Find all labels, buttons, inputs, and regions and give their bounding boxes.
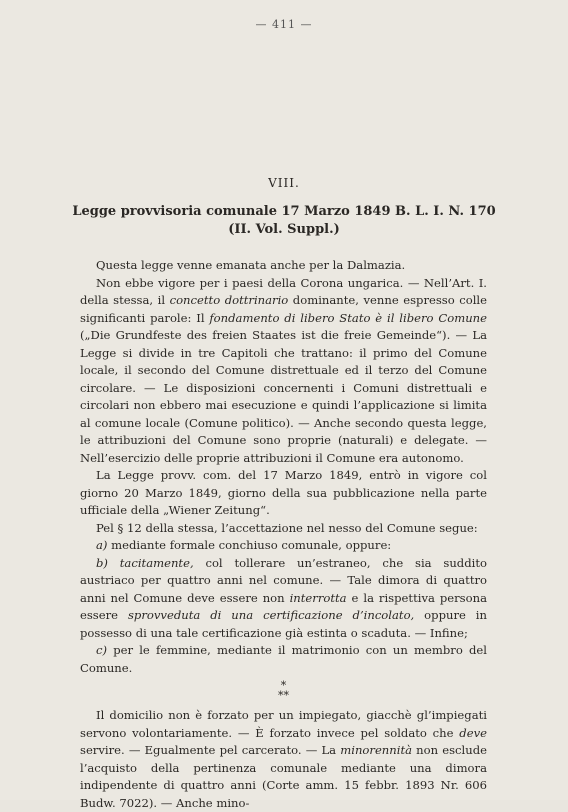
p5-emphasis-a: deve <box>459 725 487 740</box>
section-heading: VIII. <box>268 176 300 190</box>
p2-text-b: dominante, venne espresso colle significanti parole: Il <box>80 293 487 325</box>
item-a-text: mediante formale conchiuso comunale, oppure: <box>107 538 392 552</box>
asterism-divider <box>80 681 487 701</box>
list-item-a <box>80 537 487 555</box>
paragraph-3: La Legge provv. com. del 17 Marzo 1849, entrò in vigore col giorno 20 Marzo 1849, giorno della sua pubblicazione nella parte ufficiale della „Wiener Zeitung“. <box>80 468 487 517</box>
p2-text-c: („Die Grundfeste des freien Staates ist die freie Gemeinde“). — La Legge si divide in tre Capitoli che trattano: il primo del Comune locale, il secondo del Comune distrettuale ed il terzo del Comune circolare. — Le disposizioni concernenti i Comuni distrettuali e circolari non ebbero mai esecuzione e quindi l’applicazione si limita al comune locale (Comune politico). — Anche secondo questa legge, le attribuzioni del Comune sono proprie (naturali) e delegate. — Nell’esercizio delle proprie attribuzioni il Comune era autonomo. <box>80 328 487 465</box>
list-item-c <box>80 642 487 677</box>
item-c-text: per le femmine, mediante il matrimonio con un membro del Comune. <box>80 643 487 675</box>
paragraph-2 <box>80 275 487 468</box>
asterism-top: * <box>280 679 287 692</box>
p5-text-c: non esclude l’acquisto della pertinenza comunale mediante una dimora indipendente di quattro anni (Corte amm. 15 febbr. 1893 Nr. 606 Budw. 7022). — Anche mino- <box>80 743 487 810</box>
body-text <box>80 257 487 812</box>
title-line-1: Legge provvisoria comunale 17 Marzo 1849 B. L. I. N. 170 <box>72 204 496 219</box>
item-b-text-2: e la rispettiva persona essere <box>80 590 487 622</box>
p2-emphasis-b: fondamento di libero Stato è il libero Comune <box>209 310 487 325</box>
p2-text-a: Non ebbe vigore per i paesi della Corona ungarica. — Nell’Art. I. della stessa, il <box>80 275 487 307</box>
item-b-emphasis-1: tacitamente, <box>107 555 194 570</box>
item-b-label: b) <box>96 555 108 570</box>
item-b-text-3: oppure in possesso di una tale certificazione già estinta o scaduta. — Infine; <box>80 608 487 640</box>
title-line-2: (II. Vol. Suppl.) <box>228 222 340 237</box>
paragraph-1: Questa legge venne emanata anche per la Dalmazia. <box>96 258 406 272</box>
p5-emphasis-b: minorennità <box>340 743 413 757</box>
chapter-title <box>0 203 568 239</box>
page-number: — 411 — <box>255 18 313 31</box>
item-a-label: a) <box>96 538 108 552</box>
item-b-text-1: col tollerare un’estraneo, che sia suddito austriaco per quattro anni nel comune. — Tale dimora di quattro anni nel Comune deve essere non <box>80 555 487 605</box>
item-b-emphasis-3: sprovveduta di una certificazione d’incolato, <box>127 608 415 622</box>
paragraph-5 <box>80 707 487 812</box>
paragraph-4: Pel § 12 della stessa, l’accettazione nel nesso del Comune segue: <box>96 520 478 535</box>
item-c-label: c) <box>96 643 108 657</box>
asterism-bottom: ** <box>278 689 289 702</box>
p5-text-b: servire. — Egualmente pel carcerato. — La <box>80 743 341 757</box>
list-item-b <box>80 555 487 643</box>
p5-text-a: Il domicilio non è forzato per un impiegato, giacchè gl’impiegati servono volontariamente. — È forzato invece pel soldato che <box>80 708 487 740</box>
p2-emphasis-a: concetto dottrinario <box>169 293 289 307</box>
item-b-emphasis-2: interrotta <box>289 590 347 605</box>
